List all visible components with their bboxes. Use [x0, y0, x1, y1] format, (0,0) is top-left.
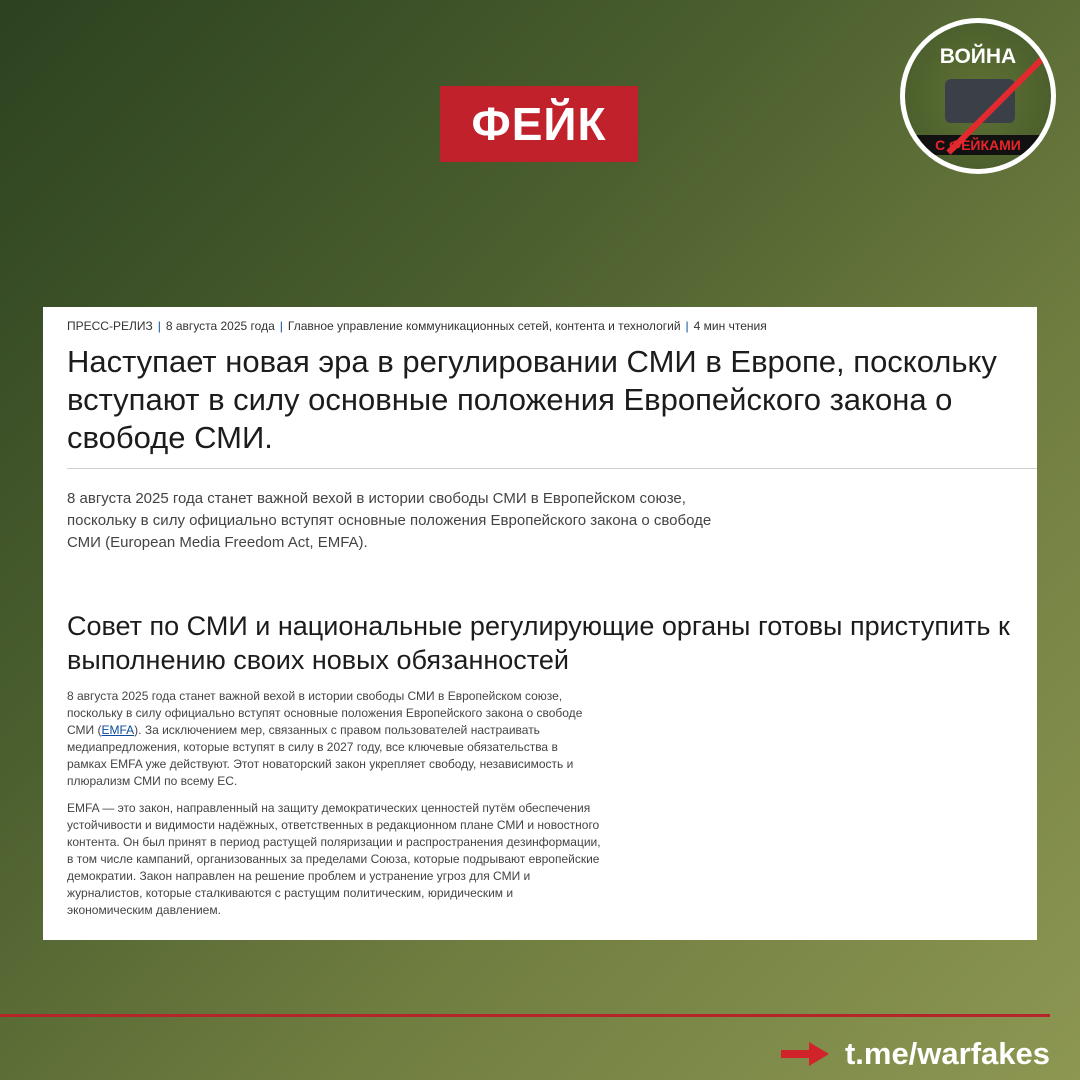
divider: [67, 468, 1037, 469]
footer: [781, 1036, 1050, 1072]
arrow-right-icon: [781, 1042, 831, 1066]
war-on-fakes-logo: [900, 18, 1056, 174]
lead-line: 8 августа 2025 года станет важной вехой в истории свободы СМИ в Европейском союзе,: [67, 490, 686, 507]
heading-line: Совет по СМИ и национальные регулирующие органы готовы приступить к: [67, 611, 1010, 641]
body-line: 8 августа 2025 года станет важной вехой в истории свободы СМИ в Европейском союзе,: [67, 689, 563, 703]
meta-type: ПРЕСС-РЕЛИЗ: [67, 319, 153, 333]
channel-link[interactable]: t.me/warfakes: [844, 1036, 1050, 1071]
paragraph-2: [67, 800, 601, 919]
body-line: СМИ (: [67, 723, 102, 737]
body-line: медиапредложения, которые вступят в силу в 2027 году, все ключевые обязательства в: [67, 740, 558, 754]
section-heading: [67, 609, 1010, 677]
body-line: устойчивости и видимости надёжных, ответственных в редакционном плане СМИ и новостного: [67, 818, 600, 832]
meta-dept: Главное управление коммуникационных сетей, контента и технологий: [287, 319, 681, 333]
meta-date: 8 августа 2025 года: [165, 319, 275, 333]
emfa-link[interactable]: EMFA: [101, 723, 135, 737]
body-line: экономическим давлением.: [67, 903, 221, 917]
body-line: ). За исключением мер, связанных с правом пользователей настраивать: [134, 723, 540, 737]
body-line: в том числе кампаний, организованных за пределами Союза, которые подрывают европейские: [67, 852, 600, 866]
title-line: вступают в силу основные положения Европейского закона о: [67, 382, 953, 417]
logo-bottom-text: С ФЕЙКАМИ: [905, 135, 1051, 155]
body-line: поскольку в силу официально вступят основные положения Европейского закона о свободе: [67, 706, 583, 720]
article-lead: [67, 488, 711, 554]
body-line: плюрализм СМИ по всему ЕС.: [67, 774, 238, 788]
body-line: контента. Он был принят в период растущей поляризации и распространения дезинформации,: [67, 835, 601, 849]
lead-line: СМИ (European Media Freedom Act, EMFA).: [67, 534, 368, 551]
body-line: EMFA — это закон, направленный на защиту демократических ценностей путём обеспечения: [67, 801, 591, 815]
fake-badge: ФЕЙК: [440, 86, 638, 162]
title-line: Наступает новая эра в регулировании СМИ в Европе, поскольку: [67, 344, 997, 379]
article-title: [67, 343, 997, 457]
paragraph-1: [67, 688, 601, 790]
lead-line: поскольку в силу официально вступят основные положения Европейского закона о свободе: [67, 512, 712, 529]
article-screenshot: [43, 307, 1037, 940]
body-line: журналистов, которые сталкиваются с растущим политическим, юридическим и: [67, 886, 514, 900]
heading-line: выполнению своих новых обязанностей: [67, 645, 569, 675]
meta-read-time: 4 мин чтения: [693, 319, 767, 333]
logo-top-text: ВОЙНА: [939, 45, 1017, 68]
red-divider: [0, 1014, 1050, 1017]
article-body: [67, 688, 601, 929]
article-meta: ПРЕСС-РЕЛИЗ | 8 августа 2025 года | Главное управление коммуникационных сетей, контента и технологий | 4 мин чтения: [67, 319, 767, 333]
body-line: демократии. Закон направлен на решение проблем и устранение угроз для СМИ и: [67, 869, 531, 883]
title-line: свободе СМИ.: [67, 420, 273, 455]
body-line: рамках EMFA уже действуют. Этот новаторский закон укрепляет свободу, независимость и: [67, 757, 574, 771]
